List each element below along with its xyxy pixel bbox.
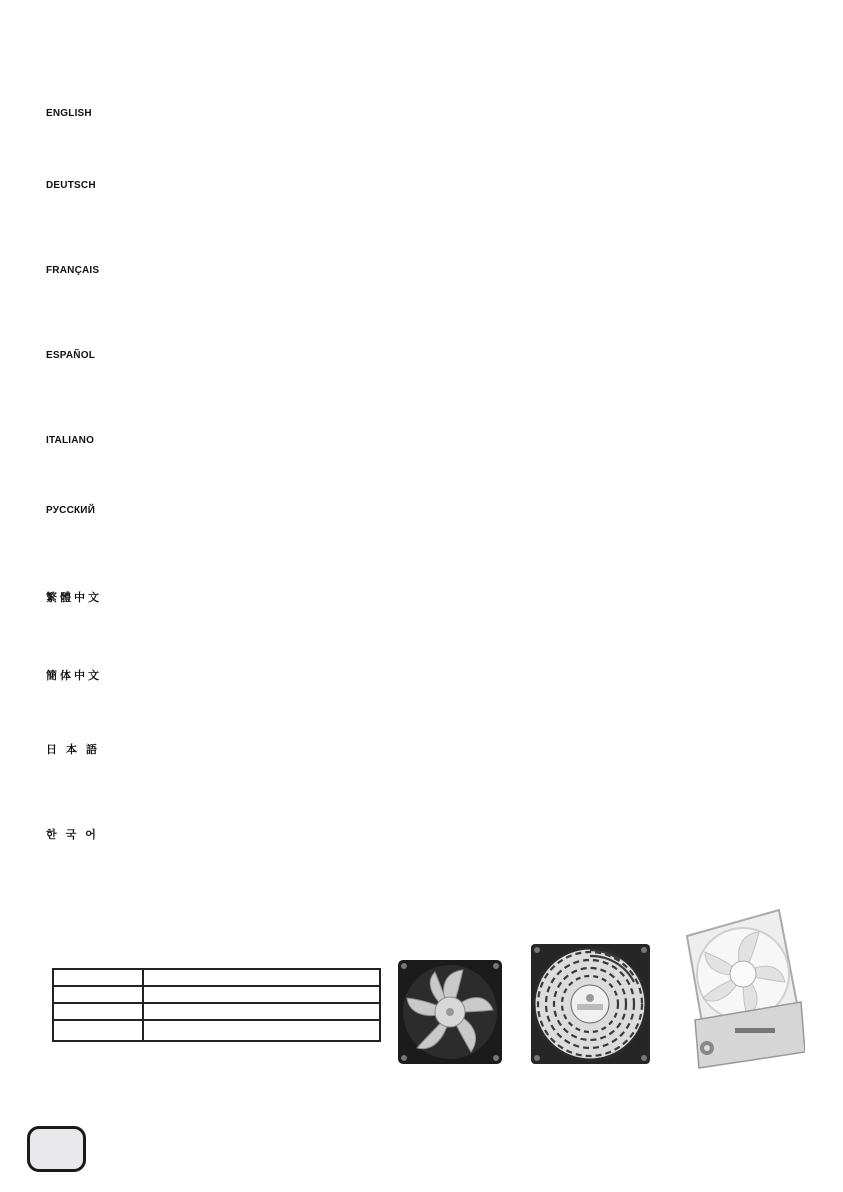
table-cell [143,1020,380,1041]
language-label-english: ENGLISH [46,108,92,119]
fan-square-black-icon [397,958,503,1066]
table-cell [143,969,380,986]
language-label-japanese: 日本語 [46,744,106,756]
table-cell [53,1003,143,1020]
language-label-deutsch: DEUTSCH [46,180,96,191]
spec-table [52,968,381,1042]
page-number-badge [27,1126,86,1172]
table-cell [53,1020,143,1041]
language-label-simplified-chinese: 簡体中文 [46,670,102,682]
language-label-espanol: ESPAÑOL [46,350,95,361]
table-row [53,986,380,1003]
language-label-russian: РУССКИЙ [46,505,96,516]
table-row [53,1020,380,1041]
language-label-italiano: ITALIANO [46,435,95,446]
table-cell [53,986,143,1003]
language-label-francais: FRANÇAIS [46,265,100,276]
table-cell [143,1003,380,1020]
fan-spiral-grill-icon [529,942,652,1066]
table-row [53,969,380,986]
language-label-traditional-chinese: 繁體中文 [46,592,102,604]
fan-translucent-bracket-icon [675,906,805,1070]
table-cell [53,969,143,986]
table-cell [143,986,380,1003]
table-row [53,1003,380,1020]
language-label-korean: 한국어 [46,829,105,841]
